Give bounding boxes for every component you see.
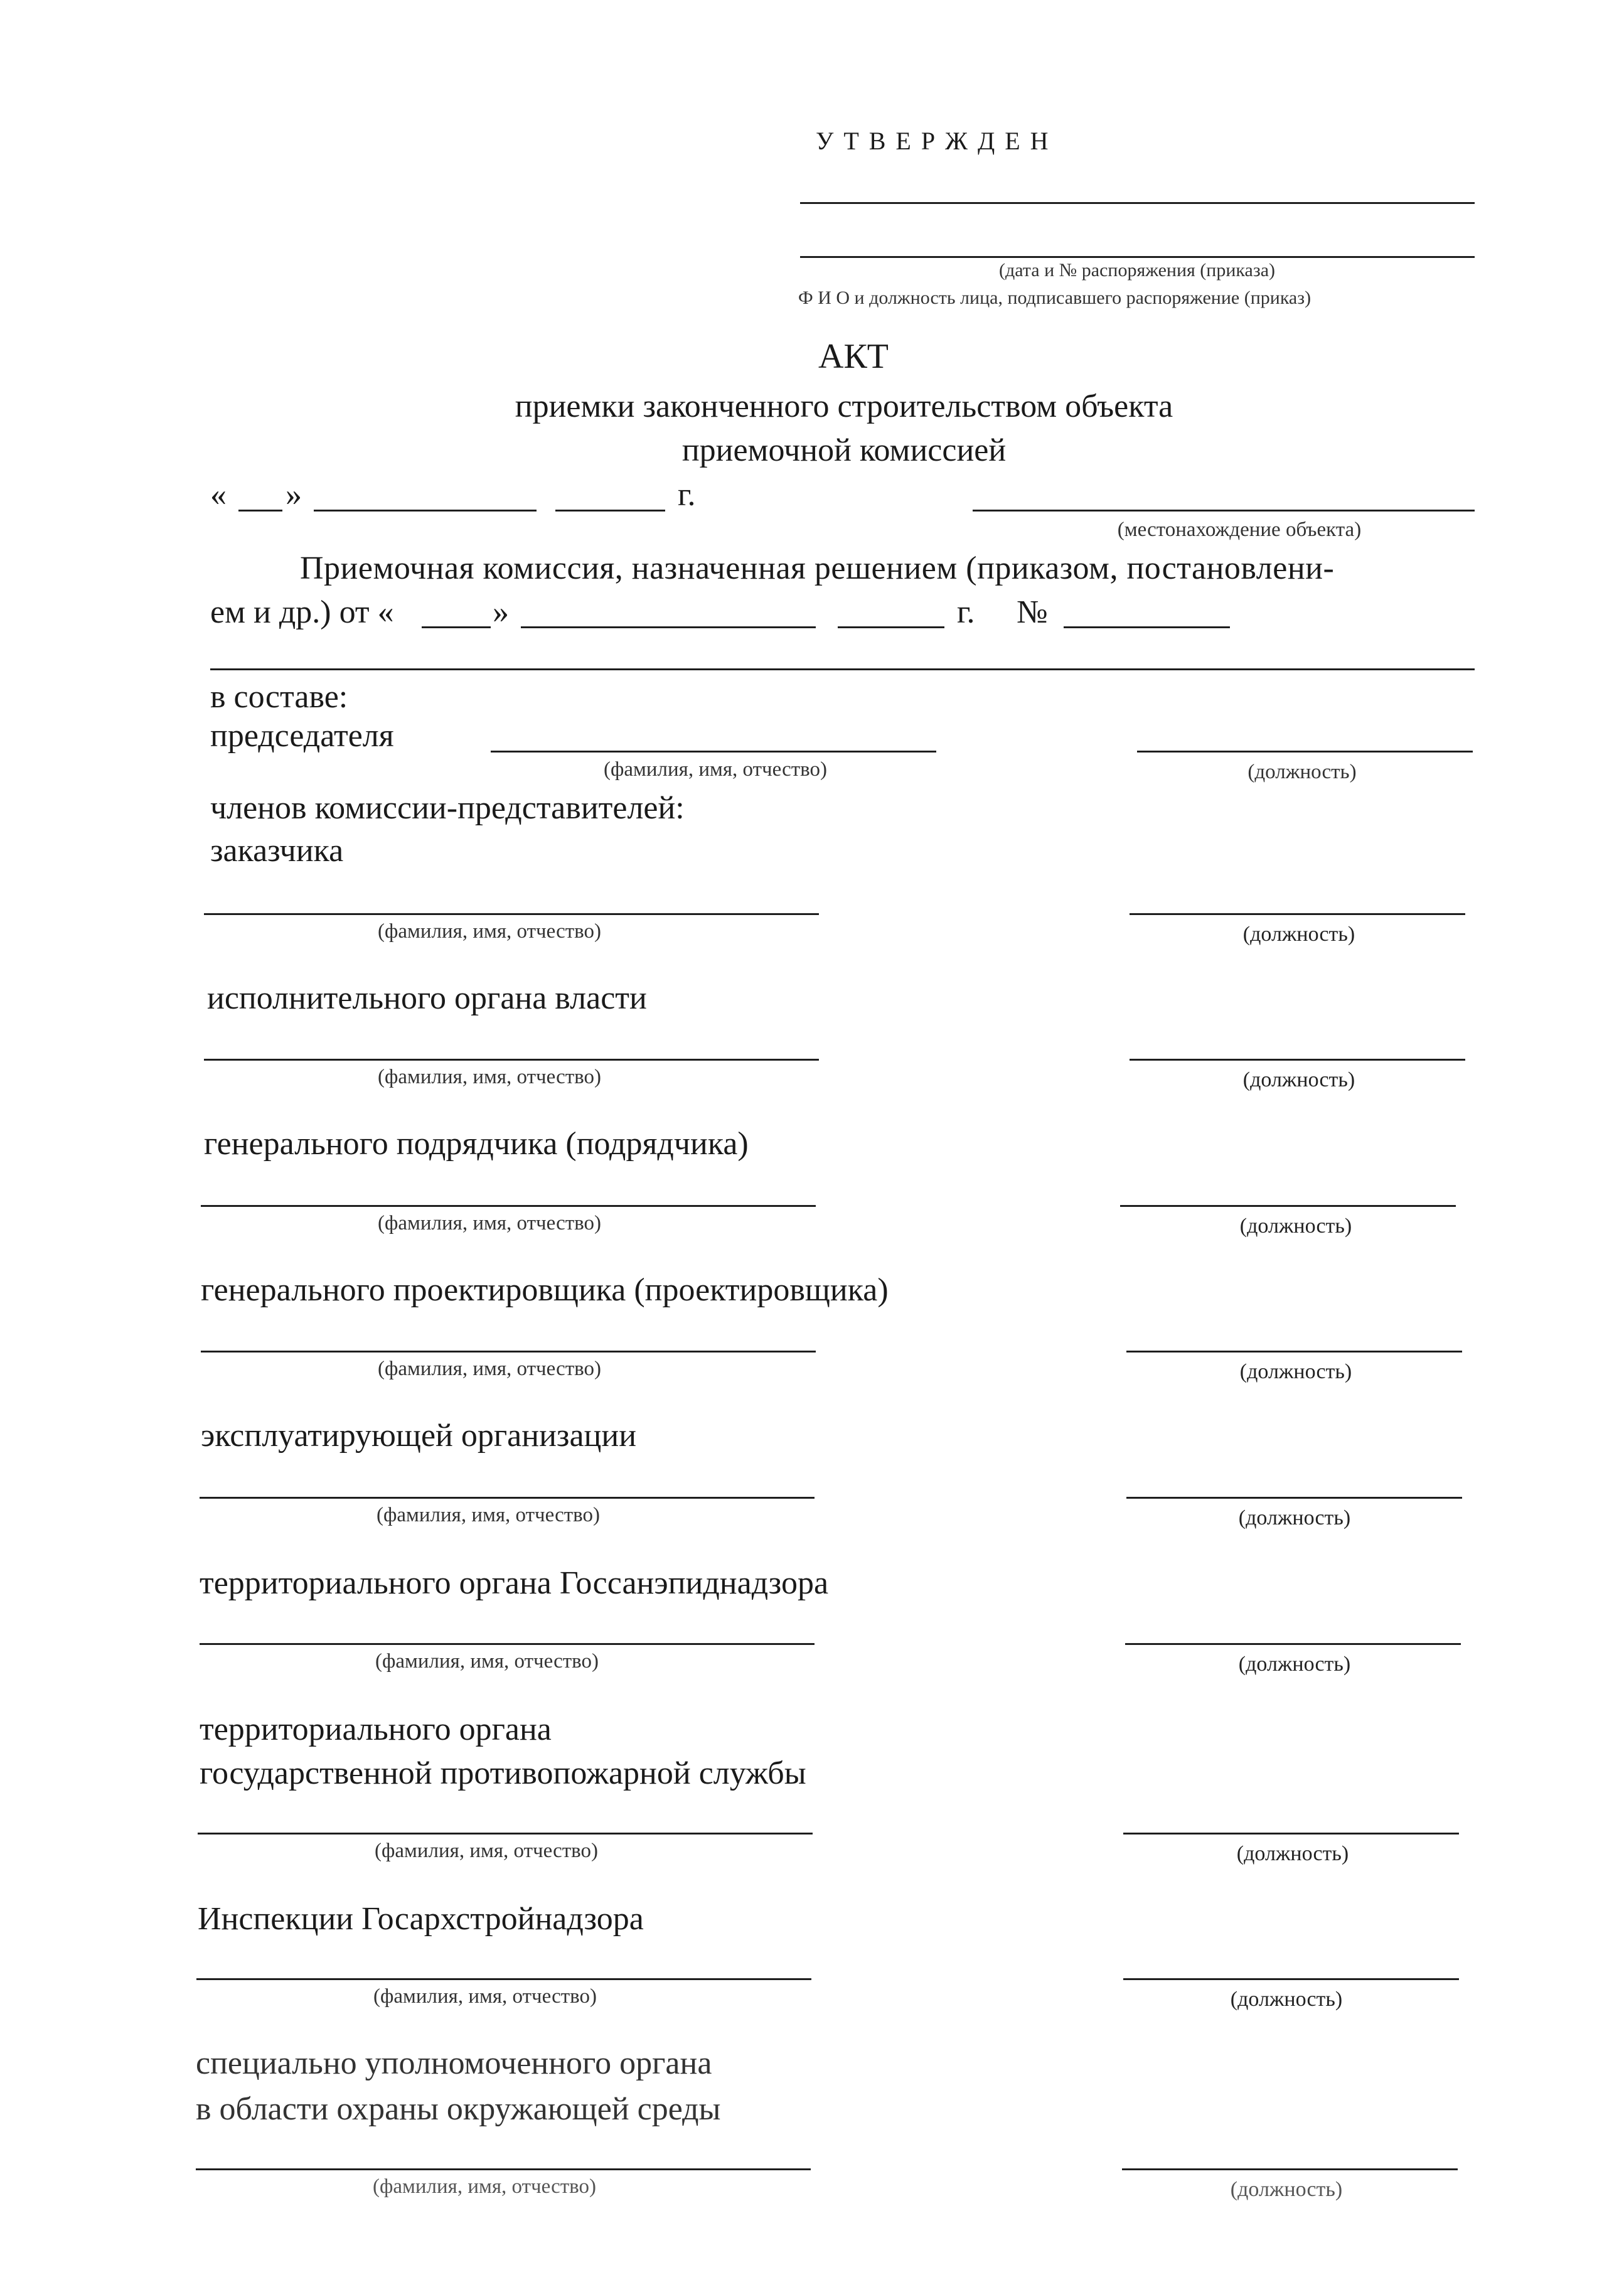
approval-heading: У Т В Е Р Ж Д Е Н	[816, 127, 1050, 155]
member-inspection-position-caption: (должность)	[1230, 1988, 1343, 2011]
member-fire-label-2: государственной противопожарной службы	[200, 1755, 806, 1791]
intro-number-sign: №	[1017, 594, 1048, 630]
location-field[interactable]	[973, 510, 1475, 511]
member-executive-label: исполнительного органа власти	[207, 980, 647, 1016]
member-executive-position-field[interactable]	[1130, 1059, 1465, 1061]
member-contractor-fio-caption: (фамилия, имя, отчество)	[377, 1212, 602, 1235]
intro-close-quote: »	[493, 594, 509, 630]
chairman-fio-field[interactable]	[491, 751, 936, 753]
member-executive-fio-field[interactable]	[204, 1059, 819, 1061]
approval-date-caption: (дата и № распоряжения (приказа)	[999, 260, 1275, 281]
member-inspection-label: Инспекции Госархстройнадзора	[198, 1901, 644, 1937]
document-subtitle-2: приемочной комиссией	[681, 432, 1007, 468]
chairman-label: председателя	[210, 718, 394, 754]
approval-date-line[interactable]	[800, 202, 1475, 204]
chairman-position-caption: (должность)	[1247, 761, 1357, 783]
member-customer-fio-field[interactable]	[204, 913, 819, 915]
member-operator-position-caption: (должность)	[1238, 1506, 1351, 1529]
member-executive-fio-caption: (фамилия, имя, отчество)	[377, 1066, 602, 1088]
member-environment-label-2: в области охраны окружающей среды	[196, 2091, 721, 2127]
member-operator-label: эксплуатирующей организации	[201, 1418, 637, 1454]
intro-month-field[interactable]	[521, 626, 816, 628]
intro-year-field[interactable]	[838, 626, 944, 628]
member-executive-position-caption: (должность)	[1242, 1068, 1355, 1091]
member-environment-fio-caption: (фамилия, имя, отчество)	[372, 2175, 597, 2198]
member-environment-label: специально уполномоченного органа	[196, 2045, 712, 2081]
member-designer-position-caption: (должность)	[1239, 1360, 1352, 1383]
location-caption: (местонахождение объекта)	[1117, 518, 1362, 541]
member-environment-fio-field[interactable]	[196, 2168, 811, 2170]
member-fire-fio-caption: (фамилия, имя, отчество)	[374, 1840, 599, 1862]
date-month-field[interactable]	[314, 510, 537, 511]
member-inspection-position-field[interactable]	[1123, 1978, 1459, 1980]
member-inspection-fio-field[interactable]	[196, 1978, 811, 1980]
approval-signer-caption: Ф И О и должность лица, подписавшего распоряжение (приказ)	[798, 287, 1311, 308]
member-fire-label: территориального органа	[200, 1711, 552, 1747]
date-open-quote: «	[210, 477, 227, 513]
member-designer-fio-caption: (фамилия, имя, отчество)	[377, 1358, 602, 1380]
date-year-field[interactable]	[555, 510, 665, 511]
member-environment-position-caption: (должность)	[1230, 2178, 1343, 2201]
member-contractor-label: генерального подрядчика (подрядчика)	[204, 1126, 749, 1162]
chairman-position-field[interactable]	[1137, 751, 1473, 753]
member-operator-fio-caption: (фамилия, имя, отчество)	[376, 1504, 601, 1526]
document-subtitle: приемки законченного строительством объекта	[515, 388, 1173, 424]
member-customer-label: заказчика	[210, 833, 344, 869]
member-operator-position-field[interactable]	[1126, 1497, 1462, 1499]
member-environment-position-field[interactable]	[1122, 2168, 1458, 2170]
member-operator-fio-field[interactable]	[200, 1497, 815, 1499]
intro-line-2-start: ем и др.) от «	[210, 594, 394, 630]
member-designer-fio-field[interactable]	[201, 1351, 816, 1352]
intro-day-field[interactable]	[422, 626, 491, 628]
member-sanitary-position-field[interactable]	[1125, 1643, 1461, 1645]
member-contractor-fio-field[interactable]	[201, 1205, 816, 1207]
member-sanitary-fio-caption: (фамилия, имя, отчество)	[375, 1650, 599, 1673]
member-designer-label: генерального проектировщика (проектировщика)	[201, 1272, 889, 1308]
member-contractor-position-caption: (должность)	[1239, 1214, 1352, 1238]
member-customer-position-field[interactable]	[1130, 913, 1465, 915]
member-fire-fio-field[interactable]	[198, 1833, 813, 1834]
member-inspection-fio-caption: (фамилия, имя, отчество)	[373, 1985, 597, 2008]
composition-label: в составе:	[210, 679, 348, 715]
member-sanitary-label: территориального органа Госсанэпиднадзора	[200, 1565, 829, 1601]
intro-full-line[interactable]	[210, 668, 1475, 670]
document-title: АКТ	[818, 337, 889, 376]
intro-line-1: Приемочная комиссия, назначенная решением (приказом, постановлени-	[300, 550, 1335, 586]
members-label: членов комиссии-представителей:	[210, 790, 685, 826]
member-fire-position-caption: (должность)	[1236, 1842, 1349, 1865]
member-contractor-position-field[interactable]	[1120, 1205, 1456, 1207]
member-sanitary-fio-field[interactable]	[200, 1643, 815, 1645]
date-day-field[interactable]	[238, 510, 282, 511]
approval-signer-line[interactable]	[800, 256, 1475, 258]
chairman-fio-caption: (фамилия, имя, отчество)	[603, 758, 828, 781]
member-fire-position-field[interactable]	[1123, 1833, 1459, 1834]
intro-year-suffix: г.	[957, 594, 975, 630]
member-designer-position-field[interactable]	[1126, 1351, 1462, 1352]
member-sanitary-position-caption: (должность)	[1238, 1652, 1351, 1676]
date-close-quote: »	[286, 477, 302, 513]
member-customer-fio-caption: (фамилия, имя, отчество)	[377, 920, 602, 943]
intro-number-field[interactable]	[1064, 626, 1230, 628]
date-year-suffix: г.	[678, 477, 696, 513]
member-customer-position-caption: (должность)	[1242, 923, 1355, 946]
